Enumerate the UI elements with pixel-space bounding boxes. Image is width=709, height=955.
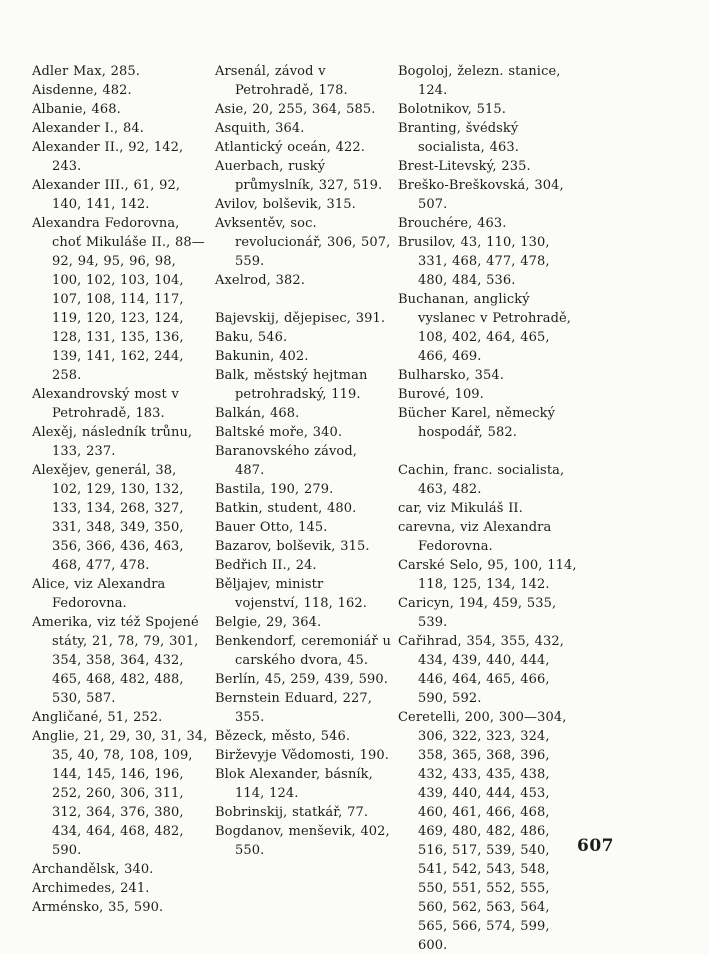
index-entry: Buchanan, anglický vyslanec v Petrohradě, 108, 402, 464, 465, 466, 469.	[398, 292, 572, 364]
index-entry: Avilov, bolševik, 315.	[215, 197, 356, 212]
index-entry: Alexander I., 84.	[32, 121, 144, 136]
index-entry: Batkin, student, 480.	[215, 501, 357, 516]
index-entry: Alexandra Fedorovna, choť Mikuláše II., 88—92, 94, 95, 96, 98, 100, 102, 103, 104, 107, 108, 114, 117, 119, 120, 123, 124, 128, 131, 135, 136, 139, 141, 162, 244, 258.	[32, 216, 205, 383]
index-entry: Asie, 20, 255, 364, 585.	[215, 102, 376, 117]
index-column-3	[398, 62, 582, 955]
index-entry: Brest-Litevský, 235.	[398, 159, 531, 174]
index-entry: Archimedes, 241.	[32, 881, 150, 896]
index-entry: Běljajev, ministr vojenství, 118, 162.	[215, 577, 367, 611]
index-entry: Baranovského závod, 487.	[215, 444, 358, 478]
index-entry: Avksentěv, soc. revolucionář, 306, 507, 559.	[215, 216, 391, 269]
index-entry: Bücher Karel, německý hospodář, 582.	[398, 406, 556, 440]
index-entry: Bajevskij, dějepisec, 391.	[215, 311, 386, 326]
index-entry: Brusilov, 43, 110, 130, 331, 468, 477, 478, 480, 484, 536.	[398, 235, 550, 288]
index-entry: Alexandrovský most v Petrohradě, 183.	[32, 387, 179, 421]
index-entry: Anglie, 21, 29, 30, 31, 34, 35, 40, 78, 108, 109, 144, 145, 146, 196, 252, 260, 306, 311, 312, 364, 376, 380, 434, 464, 468, 482, 590.	[32, 729, 208, 858]
index-entry: Birževyje Vědomosti, 190.	[215, 748, 389, 763]
index-entry: Asquith, 364.	[215, 121, 305, 136]
index-entry: Auerbach, ruský průmyslník, 327, 519.	[215, 159, 383, 193]
index-entry: Burové, 109.	[398, 387, 484, 402]
index-entry: carevna, viz Alexandra Fedorovna.	[398, 520, 552, 554]
index-entry: Belgie, 29, 364.	[215, 615, 322, 630]
index-entry: Bogdanov, menševik, 402, 550.	[215, 824, 390, 858]
letter-section-gap	[398, 442, 582, 461]
index-entry: car, viz Mikuláš II.	[398, 501, 523, 516]
index-entry: Bobrinskij, statkář, 77.	[215, 805, 369, 820]
index-entry: Baltské moře, 340.	[215, 425, 343, 440]
index-entry: Breško-Breškovská, 304, 507.	[398, 178, 564, 212]
letter-section-gap	[215, 290, 391, 309]
index-entry: Adler Max, 285.	[32, 64, 141, 79]
index-entry: Ceretelli, 200, 300—304, 306, 322, 323, 324, 358, 365, 368, 396, 432, 433, 435, 438, 439, 440, 444, 453, 460, 461, 466, 468, 469, 480, 482, 486, 516, 517, 539, 540, 541, 542, 543, 548, 550, 551, 552, 555, 560, 562, 563, 564, 565, 566, 574, 599, 600.	[398, 710, 567, 953]
index-entry: Alice, viz Alexandra Fedorovna.	[32, 577, 166, 611]
index-entry: Balk, městský hejtman petrohradský, 119.	[215, 368, 368, 402]
index-entry: Carské Selo, 95, 100, 114, 118, 125, 134, 142.	[398, 558, 577, 592]
index-entry: Bulharsko, 354.	[398, 368, 505, 383]
index-entry: Cařihrad, 354, 355, 432, 434, 439, 440, 444, 446, 464, 465, 466, 590, 592.	[398, 634, 564, 706]
index-entry: Axelrod, 382.	[215, 273, 305, 288]
index-entry: Bastila, 190, 279.	[215, 482, 334, 497]
index-entry: Alexějev, generál, 38, 102, 129, 130, 132, 133, 134, 268, 327, 331, 348, 349, 350, 356, 366, 436, 463, 468, 477, 478.	[32, 463, 184, 573]
index-column-1	[32, 62, 208, 917]
index-entry: Blok Alexander, básník, 114, 124.	[215, 767, 373, 801]
index-entry: Cachin, franc. socialista, 463, 482.	[398, 463, 565, 497]
index-entry: Balkán, 468.	[215, 406, 300, 421]
index-entry: Arménsko, 35, 590.	[32, 900, 164, 915]
index-entry: Alexander III., 61, 92, 140, 141, 142.	[32, 178, 181, 212]
index-entry: Bogoloj, železn. stanice, 124.	[398, 64, 561, 98]
index-entry: Caricyn, 194, 459, 535, 539.	[398, 596, 557, 630]
index-entry: Bauer Otto, 145.	[215, 520, 328, 535]
index-column-2	[215, 62, 391, 860]
index-entry: Bazarov, bolševik, 315.	[215, 539, 370, 554]
index-entry: Aisdenne, 482.	[32, 83, 132, 98]
index-entry: Arsenál, závod v Petrohradě, 178.	[215, 64, 348, 98]
index-entry: Atlantický oceán, 422.	[215, 140, 366, 155]
index-entry: Benkendorf, ceremoniář u carského dvora, 45.	[215, 634, 391, 668]
index-entry: Bernstein Eduard, 227, 355.	[215, 691, 372, 725]
index-entry: Bakunin, 402.	[215, 349, 309, 364]
index-entry: Bolotnikov, 515.	[398, 102, 506, 117]
index-entry: Archandělsk, 340.	[32, 862, 154, 877]
index-entry: Bedřich II., 24.	[215, 558, 317, 573]
index-entry: Angličané, 51, 252.	[32, 710, 163, 725]
index-entry: Branting, švédský socialista, 463.	[398, 121, 519, 155]
index-entry: Bězeck, město, 546.	[215, 729, 351, 744]
index-entry: Berlín, 45, 259, 439, 590.	[215, 672, 388, 687]
index-entry: Baku, 546.	[215, 330, 288, 345]
index-entry: Albanie, 468.	[32, 102, 121, 117]
page-number: 607	[577, 836, 614, 856]
index-entry: Alexěj, následník trůnu, 133, 237.	[32, 425, 193, 459]
index-entry: Brouchére, 463.	[398, 216, 507, 231]
index-entry: Amerika, viz též Spojené státy, 21, 78, 79, 301, 354, 358, 364, 432, 465, 468, 482, 488, 530, 587.	[32, 615, 199, 706]
index-entry: Alexander II., 92, 142, 243.	[32, 140, 184, 174]
